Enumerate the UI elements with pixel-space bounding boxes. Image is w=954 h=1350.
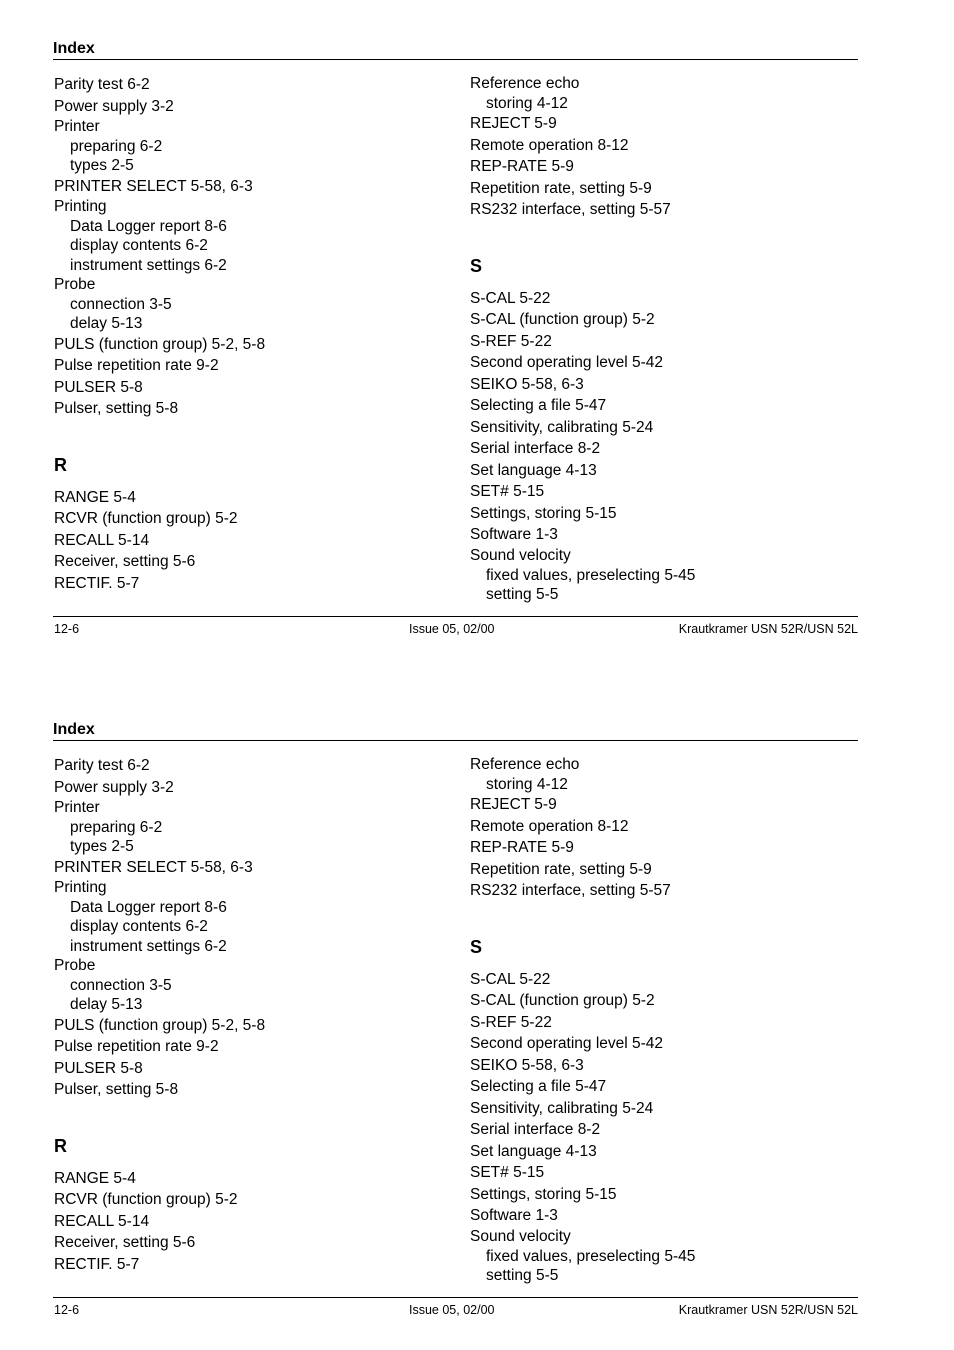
footer-issue: Issue 05, 02/00 (409, 1303, 495, 1317)
index-entry: Selecting a file 5-47 (470, 1078, 607, 1096)
index-entry: Serial interface 8-2 (470, 1121, 601, 1139)
index-entry: Second operating level 5-42 (470, 1035, 664, 1053)
index-entry: Remote operation 8-12 (470, 136, 629, 154)
index-entry: Pulse repetition rate 9-2 (54, 357, 219, 375)
index-entry: RECTIF. 5-7 (54, 574, 140, 592)
index-entry: SET# 5-15 (470, 483, 545, 501)
index-entry: Pulse repetition rate 9-2 (54, 1038, 219, 1056)
index-entry: Settings, storing 5-15 (470, 1185, 617, 1203)
index-subentry: Data Logger report 8-6 (70, 899, 227, 917)
index-subentry: connection 3-5 (70, 976, 172, 994)
index-page-top (0, 0, 954, 660)
index-entry: Parity test 6-2 (54, 76, 150, 93)
index-entry: RCVR (function group) 5-2 (54, 510, 238, 528)
section-letter: S (470, 255, 483, 276)
index-entry: Power supply 3-2 (54, 778, 174, 796)
footer-product: Krautkramer USN 52R/USN 52L (678, 1303, 858, 1317)
index-entry: Parity test 6-2 (54, 757, 150, 774)
index-entry: Receiver, setting 5-6 (54, 1234, 196, 1252)
footer-page-number: 12-6 (54, 622, 80, 636)
section-letter: S (470, 936, 483, 957)
index-entry: REJECT 5-9 (470, 796, 557, 814)
index-entry: Remote operation 8-12 (470, 817, 629, 835)
index-entry: Pulser, setting 5-8 (54, 400, 179, 418)
index-entry: RS232 interface, setting 5-57 (470, 201, 671, 219)
index-entry: S-REF 5-22 (470, 1013, 552, 1031)
index-entry: RANGE 5-4 (54, 1169, 136, 1187)
footer-product: Krautkramer USN 52R/USN 52L (678, 622, 858, 636)
index-entry: S-CAL 5-22 (470, 289, 551, 307)
index-subentry: display contents 6-2 (70, 918, 208, 936)
index-entry: SEIKO 5-58, 6-3 (470, 1056, 584, 1074)
index-subentry: instrument settings 6-2 (70, 937, 227, 955)
index-subentry: Data Logger report 8-6 (70, 218, 227, 236)
index-subentry: fixed values, preselecting 5-45 (486, 566, 696, 584)
index-entry: Set language 4-13 (470, 461, 597, 479)
index-entry: Printing (54, 879, 107, 897)
index-entry: Sound velocity (470, 1227, 571, 1245)
index-column-left (54, 755, 444, 1275)
index-entry: Printer (54, 799, 100, 816)
index-entry: PRINTER SELECT 5-58, 6-3 (54, 177, 253, 195)
index-entry: REJECT 5-9 (470, 115, 557, 133)
index-entry: Sound velocity (470, 546, 571, 564)
footer-divider (53, 616, 858, 617)
index-entry: Settings, storing 5-15 (470, 504, 617, 522)
index-entry: Set language 4-13 (470, 1142, 597, 1160)
index-entry: S-CAL (function group) 5-2 (470, 992, 655, 1010)
index-subentry: delay 5-13 (70, 315, 143, 333)
header-divider (53, 59, 858, 60)
index-subentry: fixed values, preselecting 5-45 (486, 1247, 696, 1265)
index-subentry: delay 5-13 (70, 996, 143, 1014)
index-entry: Serial interface 8-2 (470, 440, 601, 458)
index-entry: RS232 interface, setting 5-57 (470, 882, 671, 900)
index-entry: Repetition rate, setting 5-9 (470, 860, 652, 878)
index-entry: Reference echo (470, 756, 580, 773)
index-entry: Printer (54, 118, 100, 135)
index-entry: PULSER 5-8 (54, 1059, 143, 1077)
index-subentry: connection 3-5 (70, 295, 172, 313)
page-title: Index (53, 721, 95, 738)
index-entry: S-REF 5-22 (470, 332, 552, 350)
index-entry: REP-RATE 5-9 (470, 839, 574, 857)
index-entry: Printing (54, 198, 107, 216)
index-entry: RECTIF. 5-7 (54, 1255, 140, 1273)
index-entry: SEIKO 5-58, 6-3 (470, 375, 584, 393)
index-subentry: preparing 6-2 (70, 138, 163, 155)
footer-page-number: 12-6 (54, 1303, 80, 1317)
index-subentry: preparing 6-2 (70, 819, 163, 836)
index-entry: Software 1-3 (470, 526, 558, 544)
index-subentry: storing 4-12 (486, 95, 568, 112)
index-subentry: setting 5-5 (486, 586, 559, 604)
index-entry: Selecting a file 5-47 (470, 397, 607, 415)
index-entry: RECALL 5-14 (54, 1212, 150, 1230)
footer-divider (53, 1297, 858, 1298)
index-entry: PULSER 5-8 (54, 378, 143, 396)
index-subentry: types 2-5 (70, 157, 134, 175)
index-entry: Software 1-3 (470, 1207, 558, 1225)
page-title: Index (53, 40, 95, 57)
index-subentry: setting 5-5 (486, 1267, 559, 1285)
index-entry: Pulser, setting 5-8 (54, 1081, 179, 1099)
section-letter: R (54, 454, 67, 475)
index-entry: RECALL 5-14 (54, 531, 150, 549)
index-entry: PULS (function group) 5-2, 5-8 (54, 1016, 266, 1034)
index-column-right (470, 755, 860, 1285)
index-entry: Second operating level 5-42 (470, 354, 664, 372)
index-column-left (54, 74, 444, 594)
index-entry: Receiver, setting 5-6 (54, 553, 196, 571)
index-entry: PRINTER SELECT 5-58, 6-3 (54, 858, 253, 876)
section-letter: R (54, 1135, 67, 1156)
index-entry: SET# 5-15 (470, 1164, 545, 1182)
index-page-bottom (0, 681, 954, 1341)
index-subentry: display contents 6-2 (70, 237, 208, 255)
header-divider (53, 740, 858, 741)
index-entry: PULS (function group) 5-2, 5-8 (54, 335, 266, 353)
index-entry: Sensitivity, calibrating 5-24 (470, 1099, 654, 1117)
index-entry: Probe (54, 275, 96, 293)
index-entry: Power supply 3-2 (54, 97, 174, 115)
index-entry: Reference echo (470, 75, 580, 92)
index-entry: RANGE 5-4 (54, 488, 136, 506)
index-entry: Probe (54, 956, 96, 974)
index-entry: REP-RATE 5-9 (470, 158, 574, 176)
index-entry: S-CAL 5-22 (470, 970, 551, 988)
index-entry: RCVR (function group) 5-2 (54, 1191, 238, 1209)
index-column-right (470, 74, 860, 604)
index-subentry: types 2-5 (70, 838, 134, 856)
index-subentry: instrument settings 6-2 (70, 256, 227, 274)
index-entry: Repetition rate, setting 5-9 (470, 179, 652, 197)
index-subentry: storing 4-12 (486, 776, 568, 793)
index-entry: S-CAL (function group) 5-2 (470, 311, 655, 329)
footer-issue: Issue 05, 02/00 (409, 622, 495, 636)
index-entry: Sensitivity, calibrating 5-24 (470, 418, 654, 436)
